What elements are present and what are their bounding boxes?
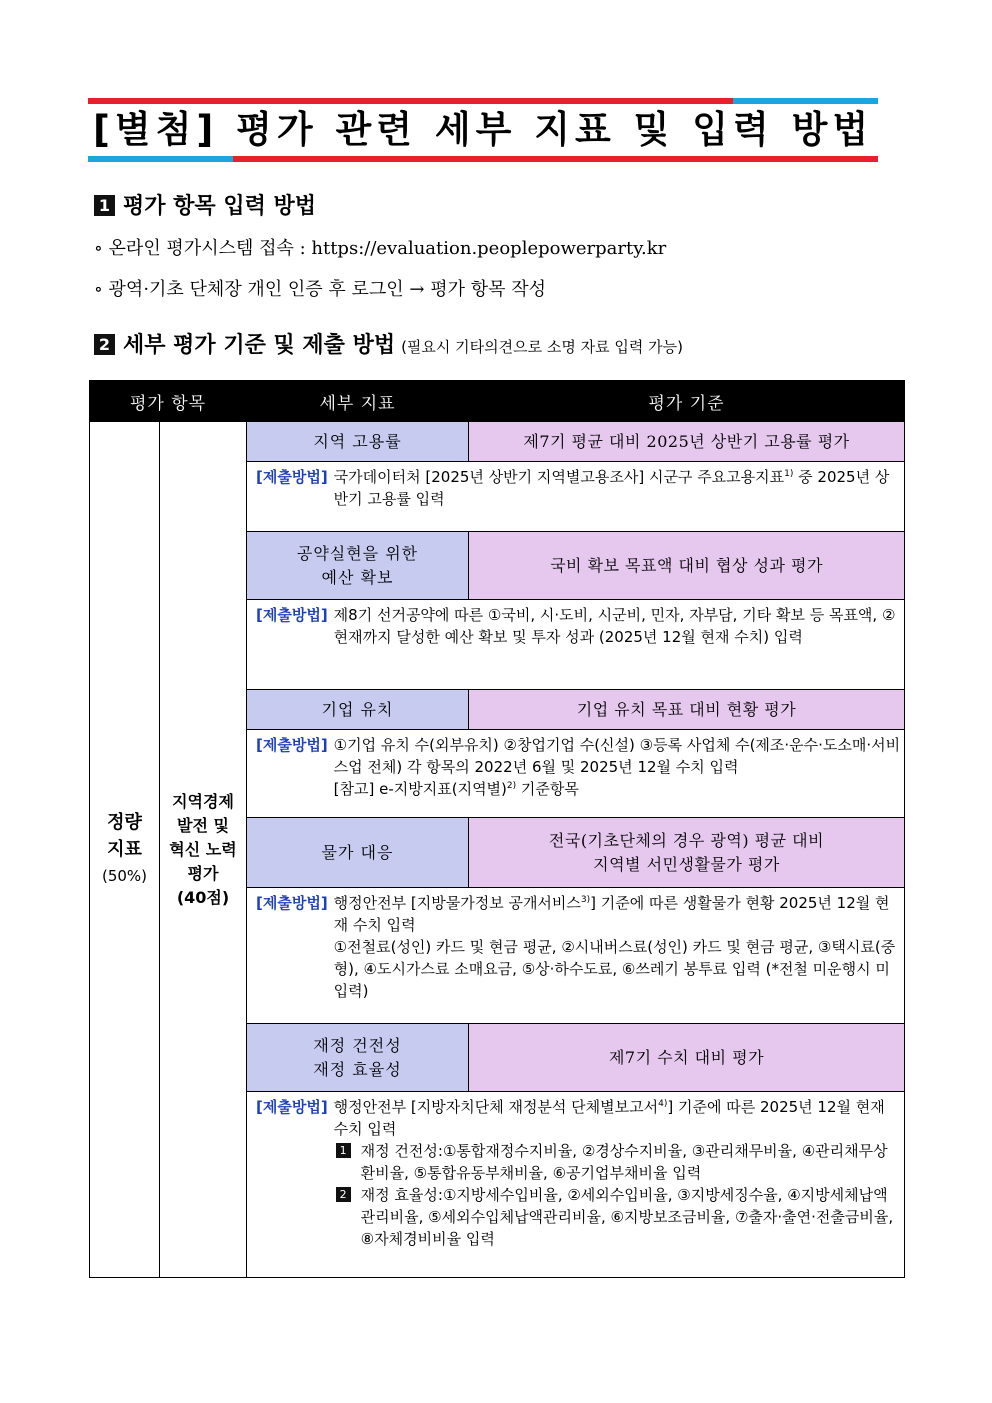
category2-line5: (40점) [176, 887, 230, 907]
title-banner [88, 98, 878, 164]
method-budget [247, 600, 905, 690]
indicator-budget-line1: 공약실현을 위한 [296, 543, 419, 563]
header-criteria: 평가 기준 [469, 381, 905, 422]
method-finance-text: 행정안전부 [지방자치단체 재정분석 단체별보고서 [333, 1098, 659, 1116]
section2-note: (필요시 기타의견으로 소명 자료 입력 가능) [401, 338, 683, 356]
bullet-login: ∘ 광역·기초 단체장 개인 인증 후 로그인 → 평가 항목 작성 [94, 279, 546, 300]
evaluation-table [89, 380, 905, 1278]
indicator-finance [247, 1024, 469, 1092]
section1-title: 평가 항목 입력 방법 [123, 194, 316, 219]
indicator-budget [247, 532, 469, 600]
header-indicator: 세부 지표 [247, 381, 469, 422]
method-business [247, 730, 905, 818]
section2-title: 세부 평가 기준 및 제출 방법 [123, 333, 396, 358]
indicator-finance-line2: 재정 효율성 [313, 1059, 402, 1079]
method-employment [247, 462, 905, 532]
category-regional-economy [160, 422, 247, 1278]
page-title: [별첨] 평가 관련 세부 지표 및 입력 방법 [92, 108, 874, 151]
bullet-online-system: ∘ 온라인 평가시스템 접속 : https://evaluation.peoplepowerparty.kr [94, 238, 667, 259]
criteria-prices [469, 818, 905, 888]
section2-number: 2 [94, 334, 115, 355]
criteria-prices-line2: 지역별 서민생활물가 평가 [593, 854, 780, 874]
indicator-prices: 물가 대응 [247, 818, 469, 888]
method-label: [제출방법] [256, 894, 328, 912]
section1-heading [94, 192, 316, 222]
method-business-ref: [참고] e-지방지표(지역별) [333, 780, 507, 798]
category2-line4: 평가 [187, 863, 219, 883]
method-label: [제출방법] [256, 1098, 328, 1116]
title-top-bar [88, 98, 878, 104]
indicator-finance-line1: 재정 건전성 [313, 1035, 402, 1055]
method-prices [247, 888, 905, 1024]
category1-line1: 정량 [107, 812, 142, 833]
criteria-finance: 제7기 수치 대비 평가 [469, 1024, 905, 1092]
method-label: [제출방법] [256, 468, 328, 486]
finance-soundness [334, 1140, 902, 1184]
indicator-business: 기업 유치 [247, 690, 469, 730]
method-employment-text2: 중 2025년 상반기 고용률 입력 [333, 468, 890, 508]
footnote-4: 4) [658, 1099, 668, 1109]
method-prices-text: 행정안전부 [지방물가정보 공개서비스 [333, 894, 581, 912]
category2-line1: 지역경제 [172, 791, 234, 811]
number-box-2: 2 [336, 1187, 351, 1202]
title-bottom-bar [88, 156, 878, 162]
indicator-budget-line2: 예산 확보 [321, 567, 394, 587]
method-prices-text2: ] 기준에 따른 생활물가 현황 2025년 12월 현재 수치 입력 [333, 894, 890, 934]
category1-percent: (50%) [101, 867, 148, 885]
criteria-employment: 제7기 평균 대비 2025년 상반기 고용률 평가 [469, 422, 905, 462]
section2-heading [94, 331, 683, 362]
category2-line3: 혁신 노력 [169, 839, 237, 859]
number-box-1: 1 [336, 1143, 351, 1158]
section1-number: 1 [94, 195, 115, 216]
header-item: 평가 항목 [90, 381, 247, 422]
method-business-ref-tail: 기준항목 [516, 780, 579, 798]
finance-soundness-text: 재정 건전성:①통합재정수지비율, ②경상수지비율, ③관리채무비율, ④관리채무상환비율, ⑤통합유동부채비율, ⑥공기업부채비율 입력 [360, 1142, 888, 1182]
method-finance-text2: ] 기준에 따른 2025년 12월 현재 수치 입력 [333, 1098, 885, 1138]
method-label: [제출방법] [256, 736, 328, 754]
indicator-employment: 지역 고용률 [247, 422, 469, 462]
method-label: [제출방법] [256, 606, 328, 624]
criteria-budget: 국비 확보 목표액 대비 협상 성과 평가 [469, 532, 905, 600]
method-budget-text: 제8기 선거공약에 따른 ①국비, 시·도비, 시군비, 민자, 자부담, 기타 확보 등 목표액, ②현재까지 달성한 예산 확보 및 투자 성과 (2025년 12월 현재 수치) 입력 [333, 606, 896, 646]
finance-efficiency [334, 1184, 902, 1250]
footnote-3: 3) [580, 895, 591, 905]
footnote-2: 2) [506, 781, 517, 791]
method-employment-text: 국가데이터처 [2025년 상반기 지역별고용조사] 시군구 주요고용지표 [333, 468, 785, 486]
method-prices-items: ①전철료(성인) 카드 및 현금 평균, ②시내버스료(성인) 카드 및 현금 평균, ③택시료(중형), ④도시가스료 소매요금, ⑤상·하수도료, ⑥쓰레기 봉투료 입력 (*전철 미운행시 미입력) [333, 938, 896, 1000]
criteria-business: 기업 유치 목표 대비 현황 평가 [469, 690, 905, 730]
criteria-prices-line1: 전국(기초단체의 경우 광역) 평균 대비 [548, 830, 825, 850]
category-quantitative [90, 422, 160, 1278]
finance-efficiency-text: 재정 효율성:①지방세수입비율, ②세외수입비율, ③지방세징수율, ④지방세체납액관리비율, ⑤세외수입체납액관리비율, ⑥지방보조금비율, ⑦출자·출연·전출금비율, ⑧자체경비비율 입력 [360, 1186, 894, 1248]
category1-line2: 지표 [107, 839, 142, 860]
category2-line2: 발전 및 [177, 815, 229, 835]
method-business-text: ①기업 유치 수(외부유치) ②창업기업 수(신설) ③등록 사업체 수(제조·운수·도소매·서비스업 전체) 각 항목의 2022년 6월 및 2025년 12월 수치 입력 [333, 736, 901, 776]
method-finance [247, 1092, 905, 1278]
footnote-1: 1) [784, 469, 794, 479]
